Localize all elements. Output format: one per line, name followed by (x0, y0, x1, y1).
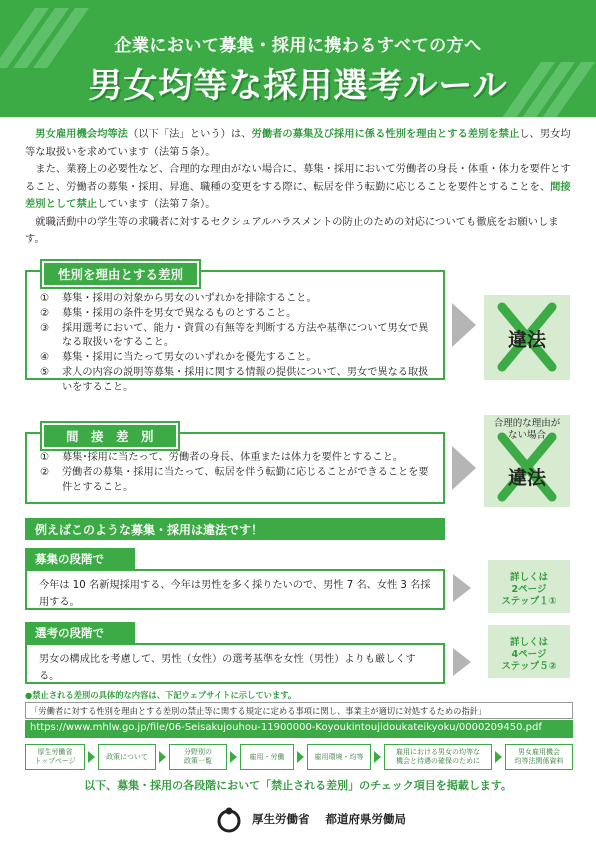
highlight-text: 間接差別として禁止 (25, 180, 571, 210)
item-number: ② (40, 466, 50, 478)
body-text: また、業務上の必要性など、合理的な理由がない場合に、募集・採用において労働者の身長・体重・体力を要件とすること、労働者の募集・採用、昇進、職種の変更をする際に、転居を伴う転勤に応じることを要件とすることを、 (25, 163, 571, 193)
item-text: 採用選考において、能力・資質の有無等を判断する方法や基準について男女で異なる取扱いをすること。 (62, 322, 429, 349)
item-text: 募集・採用に当たって男女のいずれかを優先すること。 (62, 352, 317, 364)
list-item (40, 322, 435, 352)
bureau-name: 都道府県労働局 (325, 812, 406, 826)
ministry-signature (214, 805, 406, 833)
item-number: ③ (40, 322, 50, 334)
website-url-link[interactable]: https://www.mhlw.go.jp/file/06-Seisakujouhou-11900000-Koyoukintoujidoukateikyoku/0000209450.pdf (25, 720, 573, 738)
stage-box-recruitment: 今年は 10 名新規採用する、今年は男性を多く採りたいので、男性 7 名、女性 3 名採用する。 (25, 569, 445, 610)
examples-banner: 例えばこのような募集・採用は違法です！ (25, 518, 445, 540)
chevron-right-icon (88, 751, 95, 763)
stage-box-selection: 男女の構成比を考慮して、男性（女性）の選考基準を女性（男性）よりも厳しくする。 (25, 643, 445, 684)
section-tag-indirect: 間 接 差 別 (42, 423, 178, 449)
breadcrumb-policy-list[interactable]: 分野別の 政策一覧 (169, 744, 227, 770)
page-title: 男女均等な採用選考ルール (88, 66, 508, 106)
illegal-label: 違法 (507, 329, 546, 351)
condition-label: 合理的な理由が ない場合 (493, 418, 561, 441)
breadcrumb-employment[interactable]: 雇用・労働 (240, 744, 294, 770)
item-number: ⑤ (40, 366, 50, 378)
intro-paragraph (25, 161, 573, 214)
footnote: ●禁止される差別の具体的な内容は、下記ウェブサイトに示しています。 (25, 690, 297, 700)
breadcrumb-documents[interactable]: 男女雇用機会 均等法関係資料 (505, 744, 573, 770)
stage-head-selection: 選考の段階で (25, 622, 135, 643)
highlight-text: 男女雇用機会均等法 (35, 128, 128, 140)
body-text: し、男女均等な取扱いを求めています（法第５条）。 (25, 128, 571, 158)
header-banner (0, 0, 596, 117)
body-text: しています（法第７条）。 (97, 198, 216, 210)
ministry-name: 厚生労働省 (252, 812, 310, 826)
item-text: 募集･採用に当たって、労働者の身長、体重または体力を要件とすること。 (62, 452, 404, 463)
arrow-right-icon (452, 303, 476, 347)
item-number: ② (40, 307, 50, 319)
breadcrumb-environment[interactable]: 雇用環境・均等 (307, 744, 371, 770)
item-text: 求人の内容の説明等募集・採用に関する情報の提供について、男女で異なる取扱いをすること。 (62, 366, 429, 393)
header-subtitle: 企業において募集・採用に携わるすべての方へ (114, 36, 482, 56)
stage-head-recruitment: 募集の段階で (25, 548, 135, 569)
list-item (40, 451, 435, 466)
list-item (40, 366, 435, 396)
arrow-right-icon (453, 648, 471, 676)
body-text: （以下「法」という）は、 (127, 128, 252, 140)
item-number: ① (40, 293, 50, 304)
intro-text (25, 126, 573, 249)
arrow-right-icon (453, 574, 471, 602)
illegal-verdict-box (484, 415, 570, 507)
indirect-discrimination-list (40, 451, 435, 495)
detail-link-step5[interactable]: 詳しくは 4ページ ステップ５② (488, 625, 570, 678)
closing-text: 以下、募集・採用の各段階において「禁止される差別」のチェック項目を掲載します。 (84, 779, 512, 792)
breadcrumb-policy[interactable]: 政策について (98, 744, 156, 770)
item-number: ① (40, 452, 50, 463)
item-text: 募集・採用の対象から男女のいずれかを排除すること。 (62, 293, 317, 304)
chevron-right-icon (230, 751, 237, 763)
arrow-right-icon (452, 446, 476, 490)
direct-discrimination-list (40, 292, 435, 396)
illegal-label: 違法 (507, 467, 546, 489)
breadcrumb-equal-opportunity[interactable]: 雇用における男女の均等な 機会と待遇の確保のために (384, 744, 492, 770)
item-text: 労働者の募集・採用に当たって、転居を伴う転勤に応じることができることを要件とすること。 (62, 466, 429, 493)
item-number: ④ (40, 352, 50, 364)
section-tag-direct: 性別を理由とする差別 (42, 261, 199, 287)
item-text: 募集・採用の条件を男女で異なるものとすること。 (62, 307, 297, 319)
chevron-right-icon (159, 751, 166, 763)
chevron-right-icon (374, 751, 381, 763)
illegal-verdict-box (484, 295, 570, 380)
guideline-title: 「労働者に対する性別を理由とする差別の禁止等に関する規定に定める事項に関し、事業主が適切に対処するための指針」 (25, 702, 573, 719)
list-item (40, 466, 435, 496)
highlight-text: 労働者の募集及び採用に係る性別を理由とする差別を禁止 (251, 128, 520, 140)
chevron-right-icon (495, 751, 502, 763)
intro-paragraph (25, 126, 573, 161)
list-item (40, 351, 435, 366)
mhlw-logo-icon (214, 805, 244, 833)
detail-link-step1[interactable]: 詳しくは 2ページ ステップ１① (488, 560, 570, 613)
list-item (40, 307, 435, 322)
breadcrumb-top[interactable]: 厚生労働省 トップページ (25, 744, 85, 770)
intro-paragraph: 就職活動中の学生等の求職者に対するセクシュアルハラスメントの防止のための対応についても徹底をお願いします。 (25, 215, 559, 245)
list-item (40, 292, 435, 307)
chevron-right-icon (297, 751, 304, 763)
